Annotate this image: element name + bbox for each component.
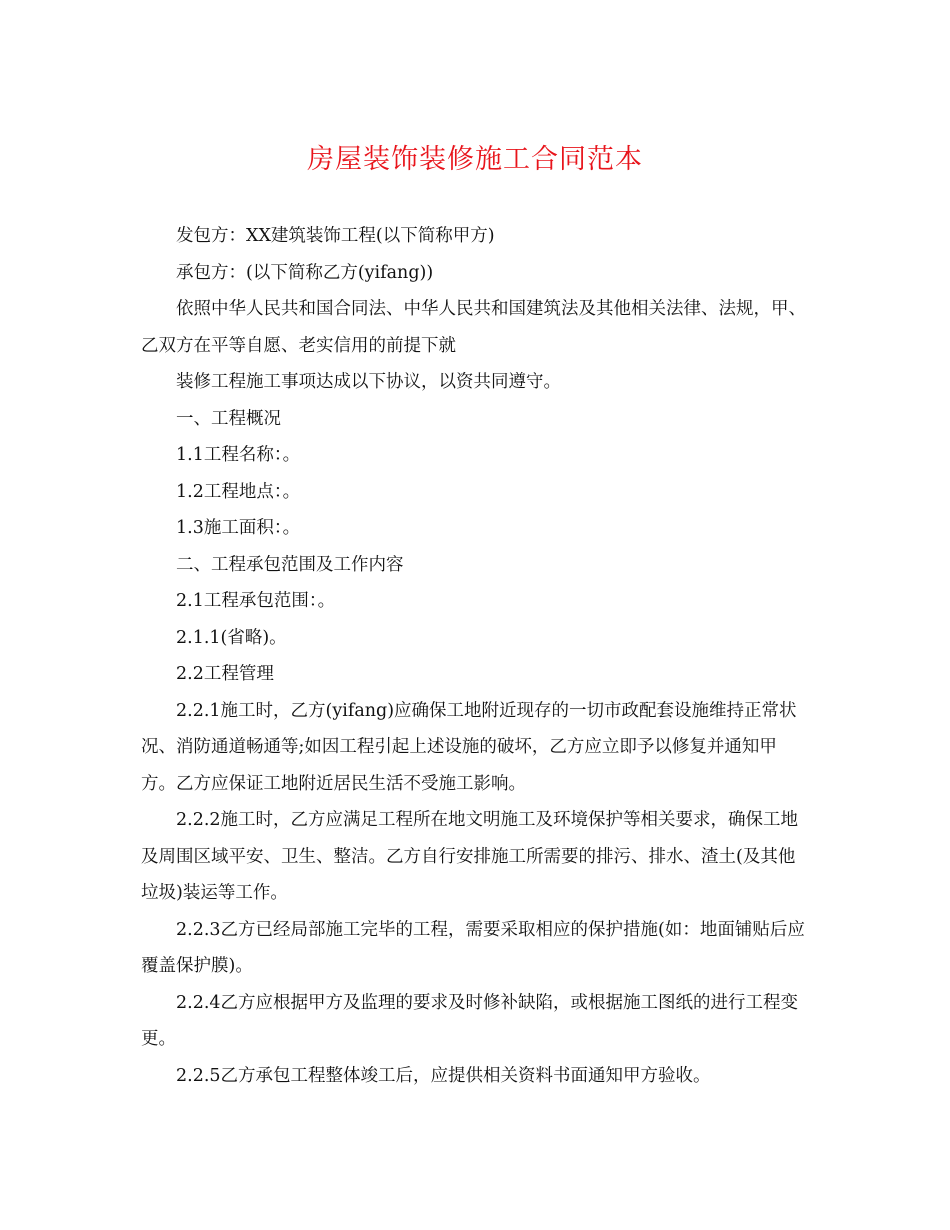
paragraph-agreement: 装修工程施工事项达成以下协议，以资共同遵守。 — [176, 372, 561, 392]
clause-2-1-1: 2.1.1(省略)。 — [176, 627, 287, 648]
clause-2-2: 2.2工程管理 — [176, 664, 274, 684]
document-body — [141, 218, 811, 1094]
section-heading-overview: 一、工程概况 — [176, 408, 281, 429]
paragraph-employer: 发包方：XX建筑装饰工程(以下简称甲方) — [176, 226, 495, 246]
clause-2-2-1: 2.2.1施工时，乙方(yifang)应确保工地附近现存的一切市政配套设施维持正常状况、消防通道畅通等;如因工程引起上述设施的破坏，乙方应立即予以修复并通知甲方。乙方应保证工地附近居民生活不受施工影响。 — [141, 700, 797, 794]
document-title: 房屋装饰装修施工合同范本 — [307, 144, 643, 175]
clause-1-1: 1.1工程名称：。 — [176, 445, 301, 465]
clause-2-2-2: 2.2.2施工时，乙方应满足工程所在地文明施工及环境保护等相关要求，确保工地及周围区域平安、卫生、整洁。乙方自行安排施工所需要的排污、排水、渣土(及其他垃圾)装运等工作。 — [141, 810, 799, 903]
clause-2-2-4: 2.2.4乙方应根据甲方及监理的要求及时修补缺陷，或根据施工图纸的进行工程变更。 — [141, 992, 799, 1049]
paragraph-contractor: 承包方：(以下简称乙方(yifang)) — [176, 262, 434, 283]
clause-1-2: 1.2工程地点：。 — [176, 481, 301, 502]
clause-2-1: 2.1工程承包范围：。 — [176, 591, 336, 611]
clause-2-2-5: 2.2.5乙方承包工程整体竣工后，应提供相关资料书面通知甲方验收。 — [176, 1065, 711, 1086]
clause-1-3: 1.3施工面积：。 — [176, 518, 301, 538]
section-heading-scope: 二、工程承包范围及工作内容 — [176, 554, 404, 575]
paragraph-legal-basis: 依照中华人民共和国合同法、中华人民共和国建筑法及其他相关法律、法规，甲、乙双方在平等自愿、老实信用的前提下就 — [141, 299, 806, 356]
clause-2-2-3: 2.2.3乙方已经局部施工完毕的工程，需要采取相应的保护措施(如：地面铺贴后应覆盖保护膜)。 — [141, 919, 805, 976]
